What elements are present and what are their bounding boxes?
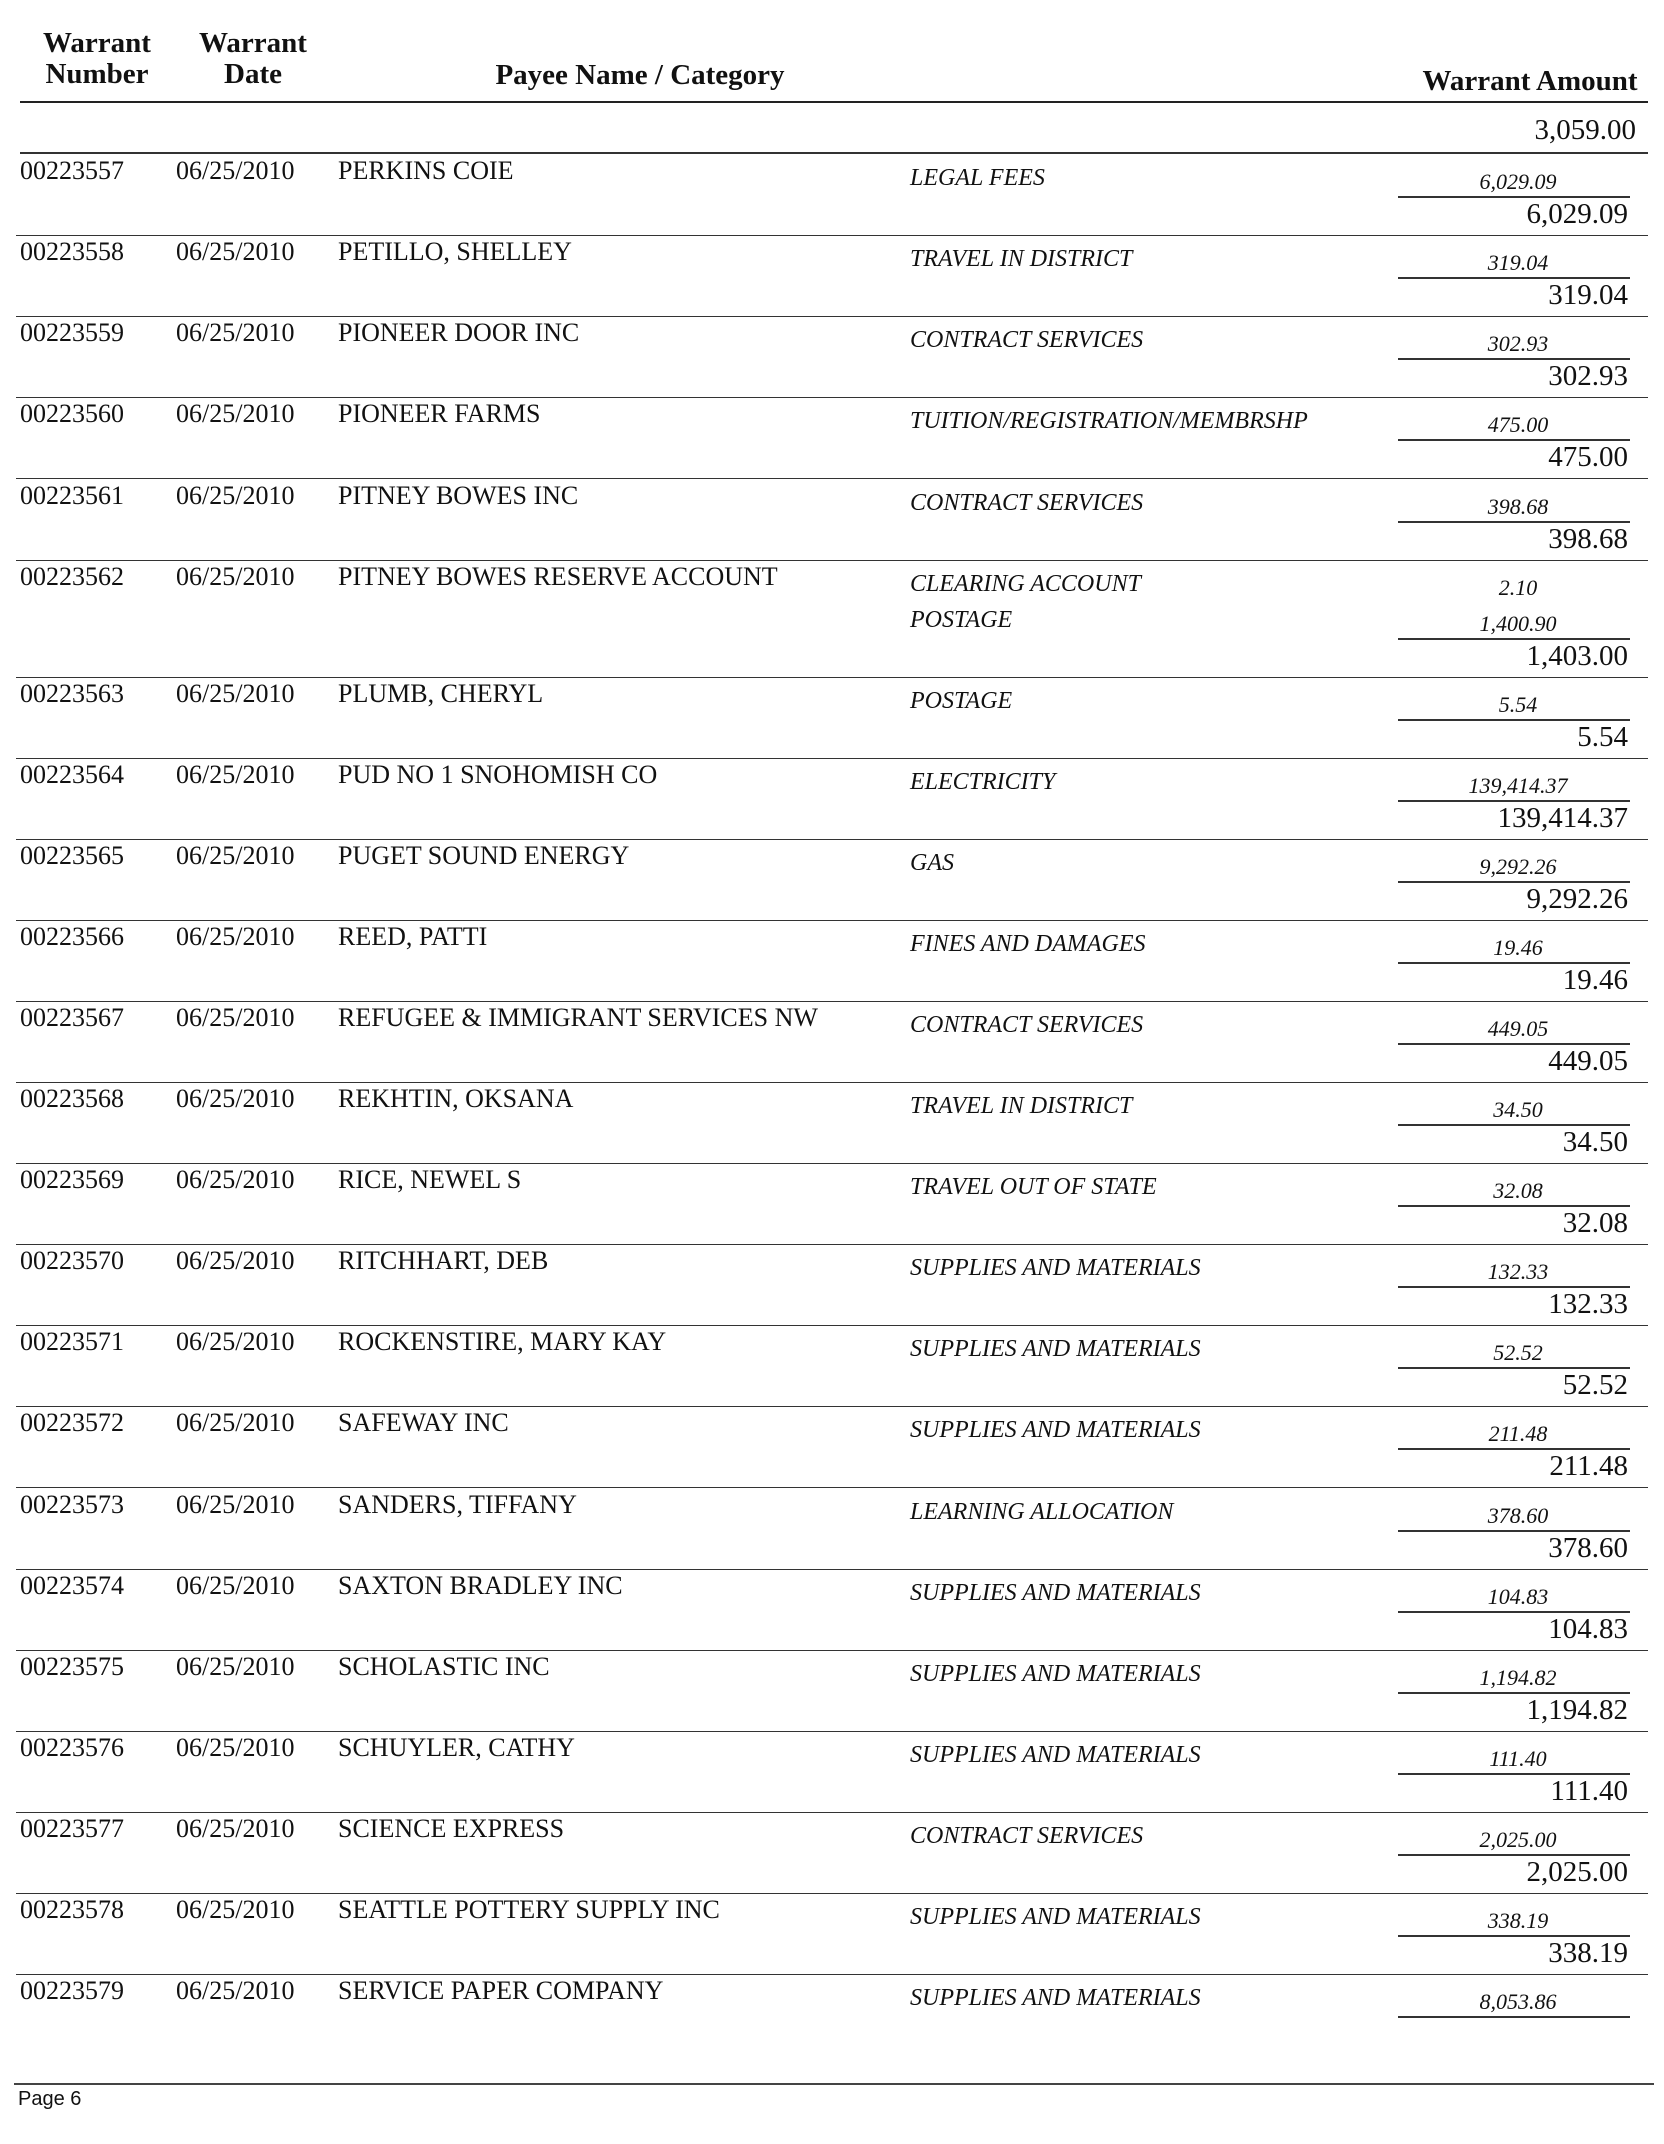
warrant-total: 9,292.26 xyxy=(1526,883,1628,915)
warrant-total: 19.46 xyxy=(1562,964,1628,996)
payee-name: ROCKENSTIRE, MARY KAY xyxy=(338,1327,667,1356)
line-amount: 1,194.82 xyxy=(1479,1665,1557,1690)
table-row xyxy=(0,1812,1664,1894)
warrant-number: 00223564 xyxy=(20,760,124,789)
table-row xyxy=(0,1163,1664,1245)
category-lines xyxy=(910,1818,1430,1854)
category-lines xyxy=(910,1007,1430,1043)
warrant-number: 00223563 xyxy=(20,679,124,708)
line-amount: 104.83 xyxy=(1487,1584,1549,1609)
warrant-total: 111.40 xyxy=(1550,1775,1628,1807)
line-amount: 1,400.90 xyxy=(1479,611,1557,636)
warrant-number: 00223570 xyxy=(20,1246,124,1275)
warrant-date: 06/25/2010 xyxy=(176,1733,295,1762)
footer-divider xyxy=(14,2083,1654,2085)
warrant-total: 139,414.37 xyxy=(1497,802,1628,834)
warrant-number: 00223575 xyxy=(20,1652,124,1681)
line-amounts xyxy=(1400,407,1636,443)
warrant-total: 378.60 xyxy=(1548,1532,1628,1564)
subtotal-divider xyxy=(1398,2016,1630,2018)
line-amount: 475.00 xyxy=(1487,412,1549,437)
warrant-date: 06/25/2010 xyxy=(176,922,295,951)
category: CONTRACT SERVICES xyxy=(910,1012,1144,1038)
payee-name: PUGET SOUND ENERGY xyxy=(338,841,630,870)
payee-name: SEATTLE POTTERY SUPPLY INC xyxy=(338,1895,720,1924)
category: SUPPLIES AND MATERIALS xyxy=(910,1742,1201,1768)
line-amount: 9,292.26 xyxy=(1479,854,1557,879)
warrant-number: 00223576 xyxy=(20,1733,124,1762)
category: POSTAGE xyxy=(910,688,1013,714)
warrant-number: 00223561 xyxy=(20,481,124,510)
warrant-date: 06/25/2010 xyxy=(176,1652,295,1681)
warrant-number: 00223577 xyxy=(20,1814,124,1843)
category: SUPPLIES AND MATERIALS xyxy=(910,1336,1201,1362)
category: LEARNING ALLOCATION xyxy=(910,1499,1174,1525)
warrant-date: 06/25/2010 xyxy=(176,318,295,347)
table-row xyxy=(0,1650,1664,1732)
line-amount: 6,029.09 xyxy=(1479,169,1557,194)
line-amounts xyxy=(1400,1173,1636,1209)
category: SUPPLIES AND MATERIALS xyxy=(910,1661,1201,1687)
category: SUPPLIES AND MATERIALS xyxy=(910,1985,1201,2011)
warrant-total: 132.33 xyxy=(1548,1288,1628,1320)
warrant-date: 06/25/2010 xyxy=(176,1408,295,1437)
line-amounts xyxy=(1400,489,1636,525)
payee-name: RICE, NEWEL S xyxy=(338,1165,522,1194)
table-row xyxy=(0,1569,1664,1651)
line-amount: 19.46 xyxy=(1493,935,1543,960)
warrant-total: 1,403.00 xyxy=(1526,640,1628,672)
category: CLEARING ACCOUNT xyxy=(910,571,1141,597)
table-row xyxy=(0,1244,1664,1326)
line-amount: 111.40 xyxy=(1489,1746,1547,1771)
line-amount: 132.33 xyxy=(1487,1259,1549,1284)
category: SUPPLIES AND MATERIALS xyxy=(910,1255,1201,1281)
warrant-number: 00223562 xyxy=(20,562,124,591)
category: CONTRACT SERVICES xyxy=(910,490,1144,516)
line-amounts xyxy=(1400,1741,1636,1777)
payee-name: REED, PATTI xyxy=(338,922,488,951)
category-lines xyxy=(910,1088,1430,1124)
line-amounts xyxy=(1400,687,1636,723)
warrant-date: 06/25/2010 xyxy=(176,1084,295,1113)
warrant-total: 449.05 xyxy=(1548,1045,1628,1077)
line-amount: 302.93 xyxy=(1487,331,1549,356)
header-warrant-number-line1: Warrant xyxy=(43,27,151,59)
line-amounts xyxy=(1400,326,1636,362)
warrant-date: 06/25/2010 xyxy=(176,679,295,708)
warrant-total: 319.04 xyxy=(1548,279,1628,311)
category-lines xyxy=(910,1737,1430,1773)
category-lines xyxy=(910,764,1430,800)
warrant-total: 1,194.82 xyxy=(1526,1694,1628,1726)
warrant-number: 00223572 xyxy=(20,1408,124,1437)
line-amounts xyxy=(1400,930,1636,966)
warrant-date: 06/25/2010 xyxy=(176,562,295,591)
category: TRAVEL IN DISTRICT xyxy=(910,1093,1133,1119)
warrant-total: 5.54 xyxy=(1577,721,1628,753)
warrant-number: 00223569 xyxy=(20,1165,124,1194)
warrant-date: 06/25/2010 xyxy=(176,1976,295,2005)
line-amount: 32.08 xyxy=(1493,1178,1543,1203)
payee-name: PIONEER FARMS xyxy=(338,399,541,428)
category-lines xyxy=(910,1980,1430,2016)
payee-name: SERVICE PAPER COMPANY xyxy=(338,1976,664,2005)
warrant-number: 00223565 xyxy=(20,841,124,870)
table-row xyxy=(0,1731,1664,1813)
category-lines xyxy=(910,1494,1430,1530)
line-amounts xyxy=(1400,768,1636,804)
warrant-number: 00223567 xyxy=(20,1003,124,1032)
header-warrant-number xyxy=(22,28,172,90)
warrant-total: 475.00 xyxy=(1548,441,1628,473)
category: SUPPLIES AND MATERIALS xyxy=(910,1417,1201,1443)
warrant-total: 104.83 xyxy=(1548,1613,1628,1645)
page-label: Page xyxy=(18,2088,65,2110)
category-lines xyxy=(910,926,1430,962)
line-amounts xyxy=(1400,1660,1636,1696)
category: SUPPLIES AND MATERIALS xyxy=(910,1904,1201,1930)
payee-name: PITNEY BOWES INC xyxy=(338,481,579,510)
payee-name: SAXTON BRADLEY INC xyxy=(338,1571,623,1600)
line-amount: 5.54 xyxy=(1498,692,1538,717)
carry-forward-amount: 3,059.00 xyxy=(1534,114,1636,146)
warrant-number: 00223558 xyxy=(20,237,124,266)
table-row xyxy=(0,154,1664,236)
line-amounts xyxy=(1400,849,1636,885)
warrant-date: 06/25/2010 xyxy=(176,760,295,789)
line-amount: 34.50 xyxy=(1493,1097,1543,1122)
line-amount: 378.60 xyxy=(1487,1503,1549,1528)
category: LEGAL FEES xyxy=(910,165,1045,191)
warrant-date: 06/25/2010 xyxy=(176,156,295,185)
warrant-date: 06/25/2010 xyxy=(176,1246,295,1275)
warrant-total: 32.08 xyxy=(1562,1207,1628,1239)
line-amount: 52.52 xyxy=(1493,1340,1543,1365)
category-lines xyxy=(910,1575,1430,1611)
line-amounts xyxy=(1400,1984,1636,2020)
warrant-number: 00223557 xyxy=(20,156,124,185)
line-amount: 338.19 xyxy=(1487,1908,1549,1933)
category-lines xyxy=(910,403,1430,439)
header-payee: Payee Name / Category xyxy=(495,59,785,91)
warrant-date: 06/25/2010 xyxy=(176,399,295,428)
warrant-date: 06/25/2010 xyxy=(176,237,295,266)
category-lines xyxy=(910,241,1430,277)
category-lines xyxy=(910,1899,1430,1935)
line-amounts xyxy=(1400,1416,1636,1452)
line-amount: 319.04 xyxy=(1487,250,1549,275)
category: TRAVEL IN DISTRICT xyxy=(910,246,1133,272)
payee-name: PLUMB, CHERYL xyxy=(338,679,544,708)
warrant-total: 34.50 xyxy=(1562,1126,1628,1158)
payee-name: PETILLO, SHELLEY xyxy=(338,237,572,266)
payee-name: RITCHHART, DEB xyxy=(338,1246,549,1275)
table-row xyxy=(0,839,1664,921)
warrant-date: 06/25/2010 xyxy=(176,841,295,870)
page-footer xyxy=(18,2088,81,2111)
table-row xyxy=(0,1082,1664,1164)
warrant-total: 211.48 xyxy=(1549,1450,1628,1482)
category-lines xyxy=(910,683,1430,719)
category: CONTRACT SERVICES xyxy=(910,1823,1144,1849)
payee-name: SAFEWAY INC xyxy=(338,1408,509,1437)
category-lines xyxy=(910,1656,1430,1692)
table-row xyxy=(0,677,1664,759)
header-warrant-number-line2: Number xyxy=(45,58,149,90)
line-amount: 2.10 xyxy=(1498,575,1538,600)
line-amounts xyxy=(1400,1498,1636,1534)
line-amounts xyxy=(1400,1092,1636,1128)
category-lines xyxy=(910,1169,1430,1205)
header-warrant-amount: Warrant Amount xyxy=(1422,65,1638,97)
payee-name: PIONEER DOOR INC xyxy=(338,318,580,347)
warrant-number: 00223560 xyxy=(20,399,124,428)
category: POSTAGE xyxy=(910,607,1013,633)
payee-name: PERKINS COIE xyxy=(338,156,514,185)
warrant-number: 00223559 xyxy=(20,318,124,347)
payee-name: SCHOLASTIC INC xyxy=(338,1652,550,1681)
table-row xyxy=(0,1001,1664,1083)
category-lines xyxy=(910,160,1430,196)
warrant-number: 00223578 xyxy=(20,1895,124,1924)
warrant-total: 2,025.00 xyxy=(1526,1856,1628,1888)
warrant-date: 06/25/2010 xyxy=(176,1327,295,1356)
table-row xyxy=(0,479,1664,561)
line-amount: 449.05 xyxy=(1487,1016,1549,1041)
warrant-date: 06/25/2010 xyxy=(176,481,295,510)
warrant-date: 06/25/2010 xyxy=(176,1895,295,1924)
warrant-total: 6,029.09 xyxy=(1526,198,1628,230)
line-amounts xyxy=(1400,1335,1636,1371)
warrant-total: 398.68 xyxy=(1548,523,1628,555)
table-row xyxy=(0,235,1664,317)
line-amounts xyxy=(1400,164,1636,200)
line-amounts xyxy=(1400,1011,1636,1047)
category: CONTRACT SERVICES xyxy=(910,327,1144,353)
category-lines xyxy=(910,485,1430,521)
table-row xyxy=(0,920,1664,1002)
line-amounts xyxy=(1400,1903,1636,1939)
warrant-date: 06/25/2010 xyxy=(176,1003,295,1032)
header-warrant-date-line2: Date xyxy=(224,58,282,90)
table-row xyxy=(0,758,1664,840)
warrant-date: 06/25/2010 xyxy=(176,1571,295,1600)
table-row xyxy=(0,1974,1664,2056)
page-number: 6 xyxy=(70,2088,82,2110)
warrant-number: 00223574 xyxy=(20,1571,124,1600)
category-lines xyxy=(910,1331,1430,1367)
category-lines xyxy=(910,566,1430,638)
category-lines xyxy=(910,1250,1430,1286)
category: GAS xyxy=(910,850,954,876)
category: TUITION/REGISTRATION/MEMBRSHP xyxy=(910,408,1308,434)
category: FINES AND DAMAGES xyxy=(910,931,1146,957)
warrant-total: 302.93 xyxy=(1548,360,1628,392)
line-amounts xyxy=(1400,1579,1636,1615)
payee-name: PUD NO 1 SNOHOMISH CO xyxy=(338,760,658,789)
warrant-date: 06/25/2010 xyxy=(176,1490,295,1519)
line-amount: 8,053.86 xyxy=(1479,1989,1557,2014)
header-warrant-date-line1: Warrant xyxy=(199,27,307,59)
line-amounts xyxy=(1400,245,1636,281)
line-amounts xyxy=(1400,1822,1636,1858)
warrant-number: 00223579 xyxy=(20,1976,124,2005)
line-amount: 139,414.37 xyxy=(1468,773,1568,798)
table-row xyxy=(0,1488,1664,1570)
warrant-number: 00223568 xyxy=(20,1084,124,1113)
payee-name: REKHTIN, OKSANA xyxy=(338,1084,574,1113)
warrant-date: 06/25/2010 xyxy=(176,1814,295,1843)
payee-name: PITNEY BOWES RESERVE ACCOUNT xyxy=(338,562,778,591)
warrant-number: 00223573 xyxy=(20,1490,124,1519)
table-row xyxy=(0,316,1664,398)
table-row xyxy=(0,397,1664,479)
table-row xyxy=(0,1325,1664,1407)
line-amount: 211.48 xyxy=(1488,1421,1548,1446)
header-divider xyxy=(20,101,1648,103)
line-amounts xyxy=(1400,1254,1636,1290)
category: SUPPLIES AND MATERIALS xyxy=(910,1580,1201,1606)
warrant-number: 00223571 xyxy=(20,1327,124,1356)
line-amounts xyxy=(1400,570,1636,642)
table-row xyxy=(0,1893,1664,1975)
category: TRAVEL OUT OF STATE xyxy=(910,1174,1157,1200)
category-lines xyxy=(910,322,1430,358)
warrant-total: 338.19 xyxy=(1548,1937,1628,1969)
category: ELECTRICITY xyxy=(910,769,1056,795)
table-row xyxy=(0,560,1664,678)
payee-name: REFUGEE & IMMIGRANT SERVICES NW xyxy=(338,1003,818,1032)
category-lines xyxy=(910,1412,1430,1448)
header-warrant-date xyxy=(178,28,328,90)
warrant-total: 52.52 xyxy=(1562,1369,1628,1401)
line-amount: 2,025.00 xyxy=(1479,1827,1557,1852)
table-row xyxy=(0,1406,1664,1488)
payee-name: SCHUYLER, CATHY xyxy=(338,1733,575,1762)
warrant-number: 00223566 xyxy=(20,922,124,951)
warrant-date: 06/25/2010 xyxy=(176,1165,295,1194)
line-amount: 398.68 xyxy=(1487,494,1549,519)
payee-name: SANDERS, TIFFANY xyxy=(338,1490,577,1519)
category-lines xyxy=(910,845,1430,881)
payee-name: SCIENCE EXPRESS xyxy=(338,1814,565,1843)
